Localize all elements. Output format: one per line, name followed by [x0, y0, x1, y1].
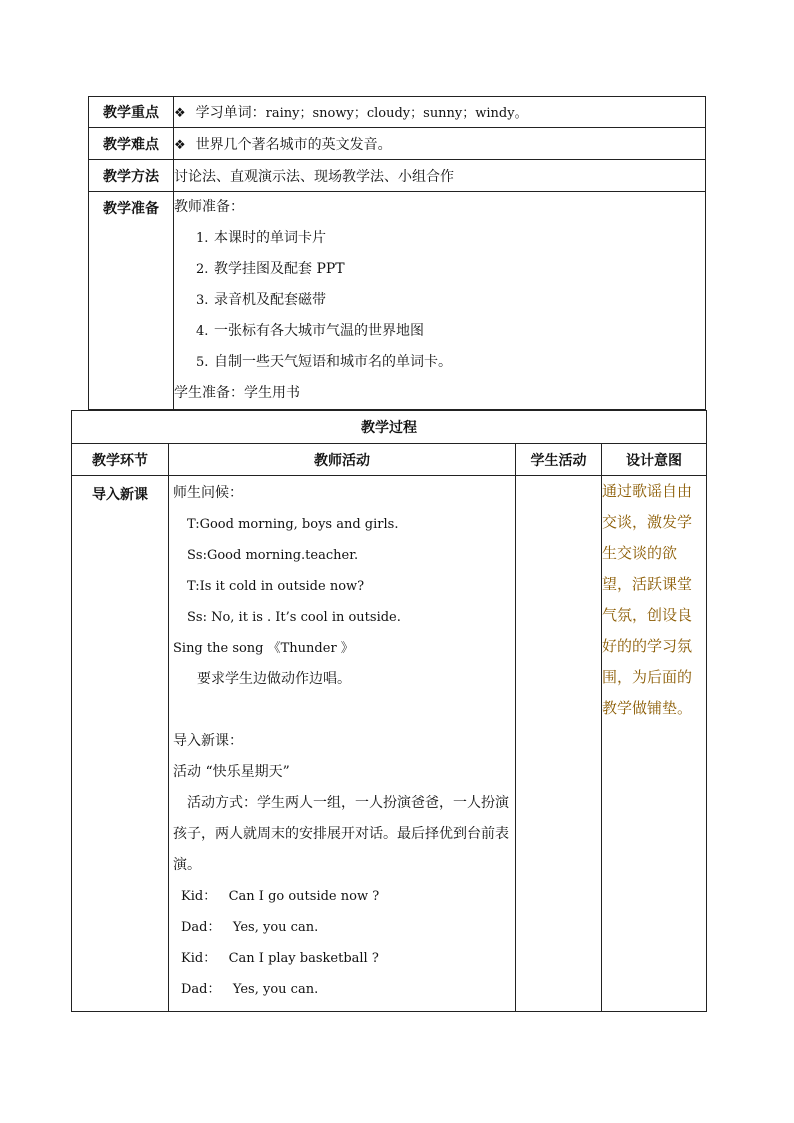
methods-value: 讨论法、直观演示法、现场教学法、小组合作 [174, 160, 706, 192]
prep-item: 5. 自制一些天气短语和城市名的单词卡。 [196, 354, 452, 370]
key-points-words: rainy；snowy；cloudy；sunny；windy。 [265, 106, 528, 121]
info-row-difficulties [89, 128, 706, 160]
teacher-prep-heading: 教师准备： [174, 199, 244, 215]
diamond-bullet-icon: ❖ [174, 106, 186, 121]
methods-label: 教学方法 [89, 160, 174, 192]
dialog-line: Ss: No, it is . It’s cool in outside. [187, 610, 401, 625]
activity-method: 活动方式：学生两人一组，一人扮演爸爸，一人扮演孩子，两人就周末的安排展开对话。最后择优到台前表演。 [173, 795, 509, 873]
key-points-value [174, 97, 706, 128]
process-header-row [72, 444, 707, 476]
column-header-teacher-activity: 教师活动 [169, 444, 516, 476]
teaching-process-table [71, 410, 707, 1012]
blank-line [173, 695, 511, 726]
song-line: Sing the song 《Thunder 》 [173, 641, 354, 656]
diamond-bullet-icon: ❖ [174, 137, 186, 153]
prep-item: 3. 录音机及配套磁带 [196, 292, 326, 308]
stage-label: 导入新课 [72, 476, 169, 1012]
column-header-student-activity: 学生活动 [516, 444, 602, 476]
dialog-line: T:Is it cold in outside now? [187, 579, 365, 594]
dialog-line: Dad： Yes, you can. [181, 920, 319, 935]
difficulties-label: 教学难点 [89, 128, 174, 160]
key-points-prefix: 学习单词： [195, 105, 266, 121]
activity-name: 活动 “快乐星期天” [173, 764, 290, 780]
design-intent-cell: 通过歌谣自由交谈，激发学生交谈的欲望，活跃课堂气氛，创设良好的的学习氛围，为后面的教学做铺垫。 [602, 476, 707, 1012]
prep-item: 4. 一张标有各大城市气温的世界地图 [196, 323, 424, 339]
info-row-preparation [89, 192, 706, 410]
preparation-value [174, 192, 706, 410]
intro-line: 导入新课： [173, 733, 243, 749]
dialog-line: Ss:Good morning.teacher. [187, 548, 359, 563]
teacher-activity-cell [169, 476, 516, 1012]
student-activity-cell [516, 476, 602, 1012]
difficulties-value [174, 128, 706, 160]
dialog-line: T:Good morning, boys and girls. [187, 517, 399, 532]
prep-item: 1. 本课时的单词卡片 [196, 230, 326, 246]
process-row-intro [72, 476, 707, 1012]
info-row-key-points [89, 97, 706, 128]
dialog-line: Dad： Yes, you can. [181, 982, 319, 997]
column-header-design-intent: 设计意图 [602, 444, 707, 476]
song-requirement: 要求学生边做动作边唱。 [197, 671, 351, 687]
dialog-line: Kid： Can I go outside now ? [181, 889, 380, 904]
column-header-stage: 教学环节 [72, 444, 169, 476]
info-row-methods [89, 160, 706, 192]
prep-item: 2. 教学挂图及配套 PPT [196, 261, 345, 277]
lesson-info-table [88, 96, 706, 410]
preparation-label: 教学准备 [89, 192, 174, 410]
process-title-row [72, 411, 707, 444]
student-prep: 学生准备：学生用书 [174, 385, 300, 401]
dialog-line: Kid： Can I play basketball ? [181, 951, 379, 966]
process-title: 教学过程 [72, 411, 707, 444]
difficulties-text: 世界几个著名城市的英文发音。 [195, 136, 392, 153]
greeting-line: 师生问候： [173, 485, 243, 501]
key-points-label: 教学重点 [89, 97, 174, 128]
